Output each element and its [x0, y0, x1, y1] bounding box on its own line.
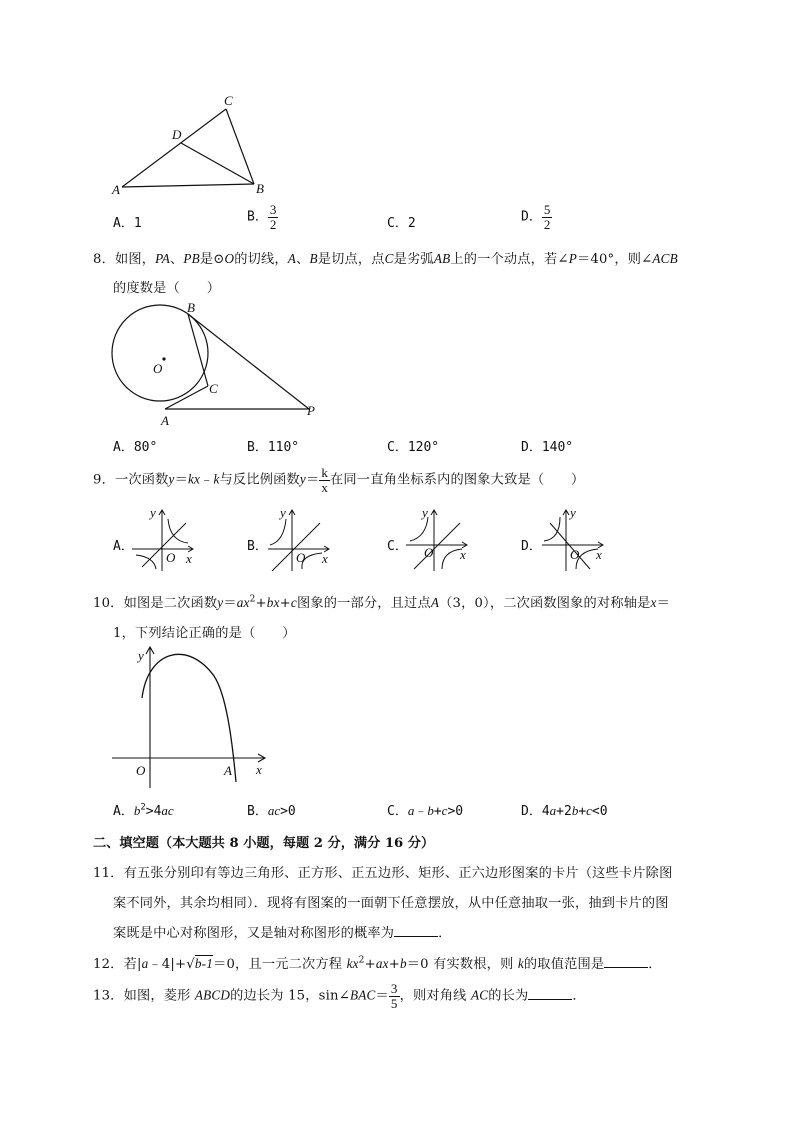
q9b-axis-x: x — [322, 551, 328, 566]
q7-option-b-fraction: $\frac{3}{2}$ — [269, 202, 277, 232]
fig7-label-d: D — [172, 127, 182, 142]
q9-option-b-label: B． — [247, 539, 268, 554]
fig10-label-x: x — [256, 762, 262, 777]
fig7-label-b: B — [256, 181, 264, 196]
section-2-heading: 二、填空题（本大题共 8 小题，每题 2 分，满分 16 分） — [93, 836, 435, 851]
fig8-label-c: C — [209, 381, 218, 396]
q7-option-d-fraction: $\frac{5}{2}$ — [543, 202, 551, 232]
q7-option-c: C．2 — [387, 216, 416, 231]
q9a-axis-y: y — [150, 505, 156, 520]
q11-answer-blank — [394, 924, 438, 937]
fig10-label-y: y — [138, 648, 144, 663]
q8-option-c: C．120° — [387, 440, 440, 455]
q10-text-line1: 10．如图是二次函数$y=ax^2+bx+c$图象的一部分，且过点A（3，0），二次函数图象的对称轴是x＝ — [93, 594, 670, 611]
q9d-axis-x: x — [596, 547, 602, 562]
q12-answer-blank — [604, 955, 648, 968]
q10-text-line2: 1，下列结论正确的是（ ） — [113, 626, 296, 641]
q8-text-line2: 的度数是（ ） — [113, 281, 221, 296]
q12-text: 12．若|a﹣4|+√b-1＝0，且一元二次方程 $kx^2+ax+b=0$ 有实数根，则 k的取值范围是 ． — [93, 955, 662, 972]
fig7-label-c: C — [224, 93, 233, 108]
fig7-label-a: A — [112, 182, 120, 197]
fig8-label-o: O — [153, 361, 163, 376]
q9c-axis-y: y — [422, 505, 428, 520]
fig8-label-b: B — [187, 300, 195, 315]
q9b-axis-y: y — [280, 505, 286, 520]
q10-parabola-figure — [108, 642, 273, 790]
q9-option-c-label: C． — [387, 539, 408, 554]
q9-fraction: $\frac{k}{x}$ — [321, 465, 329, 495]
q8-option-a: A．80° — [113, 440, 158, 455]
q13-answer-blank — [528, 987, 572, 1000]
q9c-origin: O — [424, 545, 434, 560]
q9b-origin: O — [296, 550, 306, 565]
q9-option-a-graph — [130, 505, 198, 573]
q8-option-b: B．110° — [247, 440, 300, 455]
q7-option-d: D． $\frac{5}{2}$ — [521, 202, 551, 232]
fig8-label-p: P — [307, 403, 315, 418]
q13-text: 13．如图，菱形 ABCD的边长为 15，sin∠BAC＝ $\frac{3}{5}$ ，则对角线 AC的长为 ． — [93, 981, 586, 1011]
fig8-label-a: A — [161, 413, 169, 428]
q9c-axis-x: x — [460, 547, 466, 562]
q13-fraction: $\frac{3}{5}$ — [390, 981, 398, 1011]
q10-option-a: A．$b^2>4ac$ — [113, 802, 174, 819]
q7-option-b: B． $\frac{3}{2}$ — [247, 202, 277, 232]
sqrt-sign: √ — [186, 957, 195, 972]
q9d-axis-y: y — [570, 505, 576, 520]
q8-text-line1: 8．如图，PA、PB是⊙O的切线，A、B是切点，点C是劣弧AB上的一个动点，若∠P＝40°，则∠ACB — [93, 251, 678, 267]
q11-text-line2: 案不同外，其余均相同）．现将有图案的一面朝下任意摆放，从中任意抽取一张，抽到卡片的图 — [113, 896, 669, 911]
q11-text-line1: 11．有五张分别印有等边三角形、正方形、正五边形、矩形、正六边形图案的卡片（这些卡片除图 — [93, 866, 673, 881]
fig10-label-o: O — [136, 763, 146, 778]
fig10-label-a: A — [224, 763, 232, 778]
q10-option-b: B．ac>0 — [247, 803, 296, 819]
q11-text-line3: 案既是中心对称图形，又是轴对称图形的概率为 ． — [113, 926, 452, 941]
q9-option-b-graph — [266, 505, 334, 573]
q9a-axis-x: x — [186, 551, 192, 566]
q8-circle-tangent-figure — [105, 298, 330, 432]
q9-option-d-label: D． — [521, 539, 542, 554]
q9-option-c-graph — [404, 505, 472, 573]
q9a-origin: O — [166, 550, 176, 565]
q10-option-c: C．a﹣b+c>0 — [387, 803, 464, 819]
q10-option-d: D．4a+2b+c<0 — [521, 803, 608, 819]
q7-option-a: A．1 — [113, 216, 142, 231]
q8-option-d: D．140° — [521, 440, 574, 455]
q9-option-a-label: A． — [113, 539, 134, 554]
q9-text: 9．一次函数y＝kx﹣k与反比例函数y＝ $\frac{k}{x}$ 在同一直角坐标系内的图象大致是（ ） — [93, 465, 585, 495]
q7-triangle-figure — [108, 92, 278, 202]
q9d-origin: O — [570, 547, 580, 562]
q9-option-d-graph — [540, 505, 608, 573]
